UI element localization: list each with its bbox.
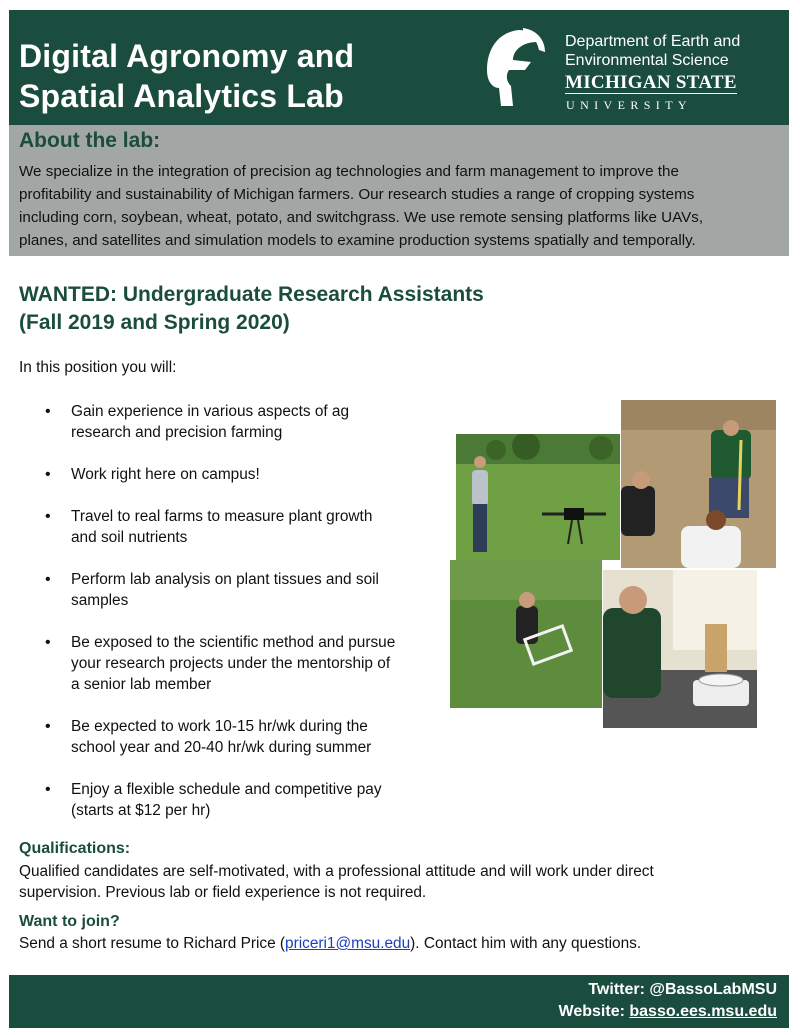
list-item: • Enjoy a flexible schedule and competitive pay (starts at $12 per hr) [45,779,425,821]
dept-line1: Department of Earth and [565,33,741,50]
soil-sampling-photo [621,400,776,568]
wanted-line2: (Fall 2019 and Spring 2020) [19,311,290,334]
lab-title [19,36,354,116]
duties-list [45,401,425,842]
university-name: MICHIGAN STATE [565,72,737,93]
lab-title-line1: Digital Agronomy and [19,38,355,74]
website-line [559,1003,777,1021]
email-link[interactable]: priceri1@msu.edu [285,935,411,952]
twitter-handle: Twitter: @BassoLabMSU [588,981,777,998]
list-item: • Perform lab analysis on plant tissues and soil samples [45,569,425,611]
qualifications-heading: Qualifications: [19,840,131,857]
header-banner [9,10,789,125]
about-text [19,160,787,252]
about-heading: About the lab: [19,129,161,152]
wanted-heading [19,281,484,337]
lab-analysis-photo [603,570,757,728]
dept-line2: Environmental Science [565,52,729,69]
university-sub: UNIVERSITY [566,98,692,112]
drone-field-photo [456,434,620,560]
website-link[interactable]: basso.ees.msu.edu [629,1003,777,1020]
about-line1: We specialize in the integration of precision ag technologies and farm management to improve the [19,163,679,180]
list-item: • Be expected to work 10-15 hr/wk during the school year and 20-40 hr/wk during summer [45,716,425,758]
join-heading: Want to join? [19,913,120,930]
qual-line1: Qualified candidates are self-motivated, with a professional attitude and will work under direct [19,863,654,880]
about-section [9,125,789,256]
website-label: Website: [558,1003,630,1020]
about-line2: profitability and sustainability of Michigan farmers. Our research studies a range of cropping systems [19,186,695,203]
about-line4: planes, and satellites and simulation models to examine production systems spatially and temporally. [19,232,696,249]
list-item: • Gain experience in various aspects of ag research and precision farming [45,401,425,443]
list-item: • Be exposed to the scientific method and pursue your research projects under the mentorship of a senior lab member [45,632,425,695]
position-intro: In this position you will: [19,359,177,376]
qual-line2: supervision. Previous lab or field experience is not required. [19,884,427,901]
wheat-field-photo [450,560,602,708]
wanted-line1: WANTED: Undergraduate Research Assistants [19,283,484,306]
footer-banner [9,975,789,1028]
about-line3: including corn, soybean, wheat, potato, and switchgrass. We use remote sensing platforms like UAVs, [19,209,704,226]
join-text: Send a short resume to Richard Price (priceri1@msu.edu). Contact him with any questions. [19,935,642,952]
department-name [565,32,740,70]
list-item: • Travel to real farms to measure plant growth and soil nutrients [45,506,425,548]
list-item: • Work right here on campus! [45,464,425,485]
spartan-helmet-icon [479,26,549,112]
qualifications-text [19,861,779,903]
lab-title-line2: Spatial Analytics Lab [19,78,344,114]
